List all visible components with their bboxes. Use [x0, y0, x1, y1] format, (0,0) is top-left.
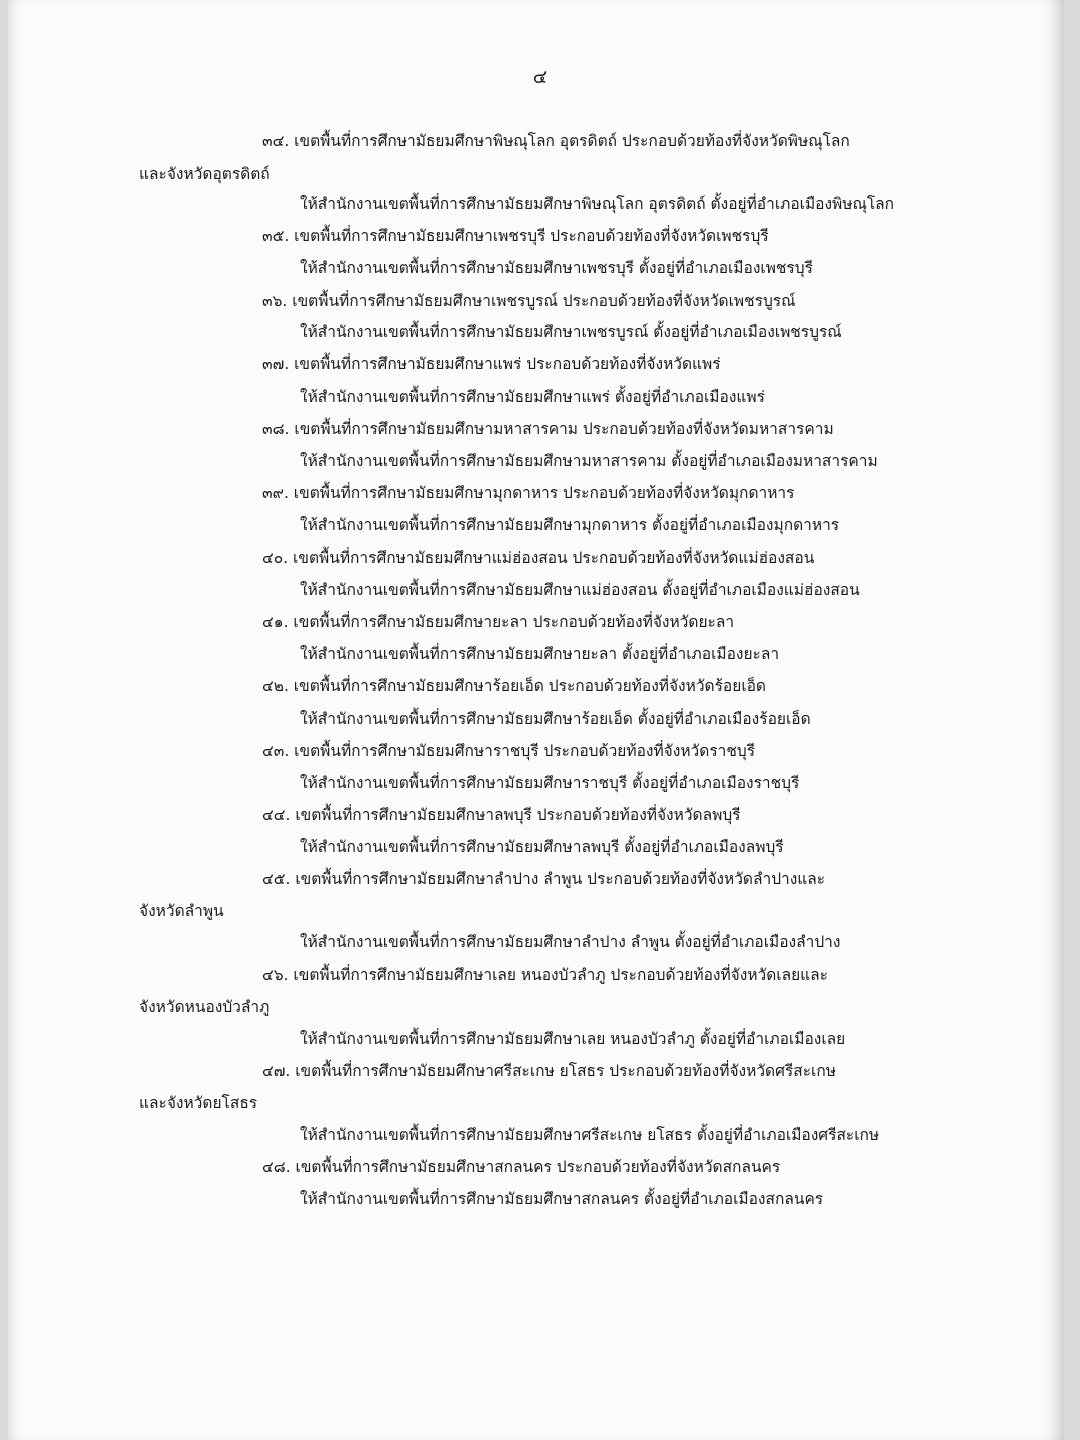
doc-line: ๔๖. เขตพื้นที่การศึกษามัธยมศึกษาเลย หนองบัวลำภู ประกอบด้วยท้องที่จังหวัดเลยและ	[262, 966, 828, 984]
doc-line: ๓๗. เขตพื้นที่การศึกษามัธยมศึกษาแพร่ ประกอบด้วยท้องที่จังหวัดแพร่	[262, 355, 721, 373]
doc-line: ๓๙. เขตพื้นที่การศึกษามัธยมศึกษามุกดาหาร ประกอบด้วยท้องที่จังหวัดมุกดาหาร	[262, 484, 795, 502]
doc-line: ๔๕. เขตพื้นที่การศึกษามัธยมศึกษาลำปาง ลำพูน ประกอบด้วยท้องที่จังหวัดลำปางและ	[262, 870, 826, 888]
doc-line: ๔๒. เขตพื้นที่การศึกษามัธยมศึกษาร้อยเอ็ด ประกอบด้วยท้องที่จังหวัดร้อยเอ็ด	[262, 677, 766, 695]
doc-line: ๓๕. เขตพื้นที่การศึกษามัธยมศึกษาเพชรบุรี ประกอบด้วยท้องที่จังหวัดเพชรบุรี	[262, 227, 769, 245]
doc-line: ๔๐. เขตพื้นที่การศึกษามัธยมศึกษาแม่ฮ่องสอน ประกอบด้วยท้องที่จังหวัดแม่ฮ่องสอน	[262, 549, 815, 567]
doc-line: ให้สำนักงานเขตพื้นที่การศึกษามัธยมศึกษาแม่ฮ่องสอน ตั้งอยู่ที่อำเภอเมืองแม่ฮ่องสอน	[300, 581, 860, 599]
doc-line: ให้สำนักงานเขตพื้นที่การศึกษามัธยมศึกษาร้อยเอ็ด ตั้งอยู่ที่อำเภอเมืองร้อยเอ็ด	[300, 710, 811, 728]
doc-line: ให้สำนักงานเขตพื้นที่การศึกษามัธยมศึกษาเพชรบูรณ์ ตั้งอยู่ที่อำเภอเมืองเพชรบูรณ์	[300, 323, 842, 341]
doc-line: และจังหวัดอุตรดิตถ์	[139, 165, 270, 183]
doc-line: ๓๖. เขตพื้นที่การศึกษามัธยมศึกษาเพชรบูรณ์ ประกอบด้วยท้องที่จังหวัดเพชรบูรณ์	[262, 292, 796, 310]
doc-line: ๔๑. เขตพื้นที่การศึกษามัธยมศึกษายะลา ประกอบด้วยท้องที่จังหวัดยะลา	[262, 613, 735, 631]
doc-line: ให้สำนักงานเขตพื้นที่การศึกษามัธยมศึกษาพิษณุโลก อุตรดิตถ์ ตั้งอยู่ที่อำเภอเมืองพิษณุโลก	[300, 195, 895, 213]
doc-line: ให้สำนักงานเขตพื้นที่การศึกษามัธยมศึกษามุกดาหาร ตั้งอยู่ที่อำเภอเมืองมุกดาหาร	[300, 516, 840, 534]
doc-line: ๓๔. เขตพื้นที่การศึกษามัธยมศึกษาพิษณุโลก อุตรดิตถ์ ประกอบด้วยท้องที่จังหวัดพิษณุโลก	[262, 132, 850, 150]
doc-line: และจังหวัดยโสธร	[139, 1094, 258, 1112]
doc-line: ให้สำนักงานเขตพื้นที่การศึกษามัธยมศึกษายะลา ตั้งอยู่ที่อำเภอเมืองยะลา	[300, 645, 780, 663]
doc-line: จังหวัดลำพูน	[139, 902, 224, 920]
doc-line: ๓๘. เขตพื้นที่การศึกษามัธยมศึกษามหาสารคาม ประกอบด้วยท้องที่จังหวัดมหาสารคาม	[262, 420, 834, 438]
doc-line: ให้สำนักงานเขตพื้นที่การศึกษามัธยมศึกษาศรีสะเกษ ยโสธร ตั้งอยู่ที่อำเภอเมืองศรีสะเกษ	[300, 1126, 880, 1144]
doc-line: ๔๗. เขตพื้นที่การศึกษามัธยมศึกษาศรีสะเกษ ยโสธร ประกอบด้วยท้องที่จังหวัดศรีสะเกษ	[262, 1062, 836, 1080]
doc-line: ให้สำนักงานเขตพื้นที่การศึกษามัธยมศึกษาลพบุรี ตั้งอยู่ที่อำเภอเมืองลพบุรี	[300, 838, 784, 856]
doc-line: ให้สำนักงานเขตพื้นที่การศึกษามัธยมศึกษาราชบุรี ตั้งอยู่ที่อำเภอเมืองราชบุรี	[300, 774, 800, 792]
doc-line: ให้สำนักงานเขตพื้นที่การศึกษามัธยมศึกษาเพชรบุรี ตั้งอยู่ที่อำเภอเมืองเพชรบุรี	[300, 259, 813, 277]
doc-line: ๔๔. เขตพื้นที่การศึกษามัธยมศึกษาลพบุรี ประกอบด้วยท้องที่จังหวัดลพบุรี	[262, 806, 741, 824]
doc-line: ๔๘. เขตพื้นที่การศึกษามัธยมศึกษาสกลนคร ประกอบด้วยท้องที่จังหวัดสกลนคร	[262, 1158, 781, 1176]
doc-line: ๔๓. เขตพื้นที่การศึกษามัธยมศึกษาราชบุรี ประกอบด้วยท้องที่จังหวัดราชบุรี	[262, 742, 756, 760]
doc-line: ให้สำนักงานเขตพื้นที่การศึกษามัธยมศึกษามหาสารคาม ตั้งอยู่ที่อำเภอเมืองมหาสารคาม	[300, 452, 878, 470]
page-number: ๔	[532, 66, 548, 88]
doc-line: ให้สำนักงานเขตพื้นที่การศึกษามัธยมศึกษาสกลนคร ตั้งอยู่ที่อำเภอเมืองสกลนคร	[300, 1190, 824, 1208]
doc-line: จังหวัดหนองบัวลำภู	[139, 998, 270, 1016]
doc-line: ให้สำนักงานเขตพื้นที่การศึกษามัธยมศึกษาลำปาง ลำพูน ตั้งอยู่ที่อำเภอเมืองลำปาง	[300, 933, 841, 951]
doc-line: ให้สำนักงานเขตพื้นที่การศึกษามัธยมศึกษาเลย หนองบัวลำภู ตั้งอยู่ที่อำเภอเมืองเลย	[300, 1030, 846, 1048]
doc-line: ให้สำนักงานเขตพื้นที่การศึกษามัธยมศึกษาแพร่ ตั้งอยู่ที่อำเภอเมืองแพร่	[300, 388, 765, 406]
